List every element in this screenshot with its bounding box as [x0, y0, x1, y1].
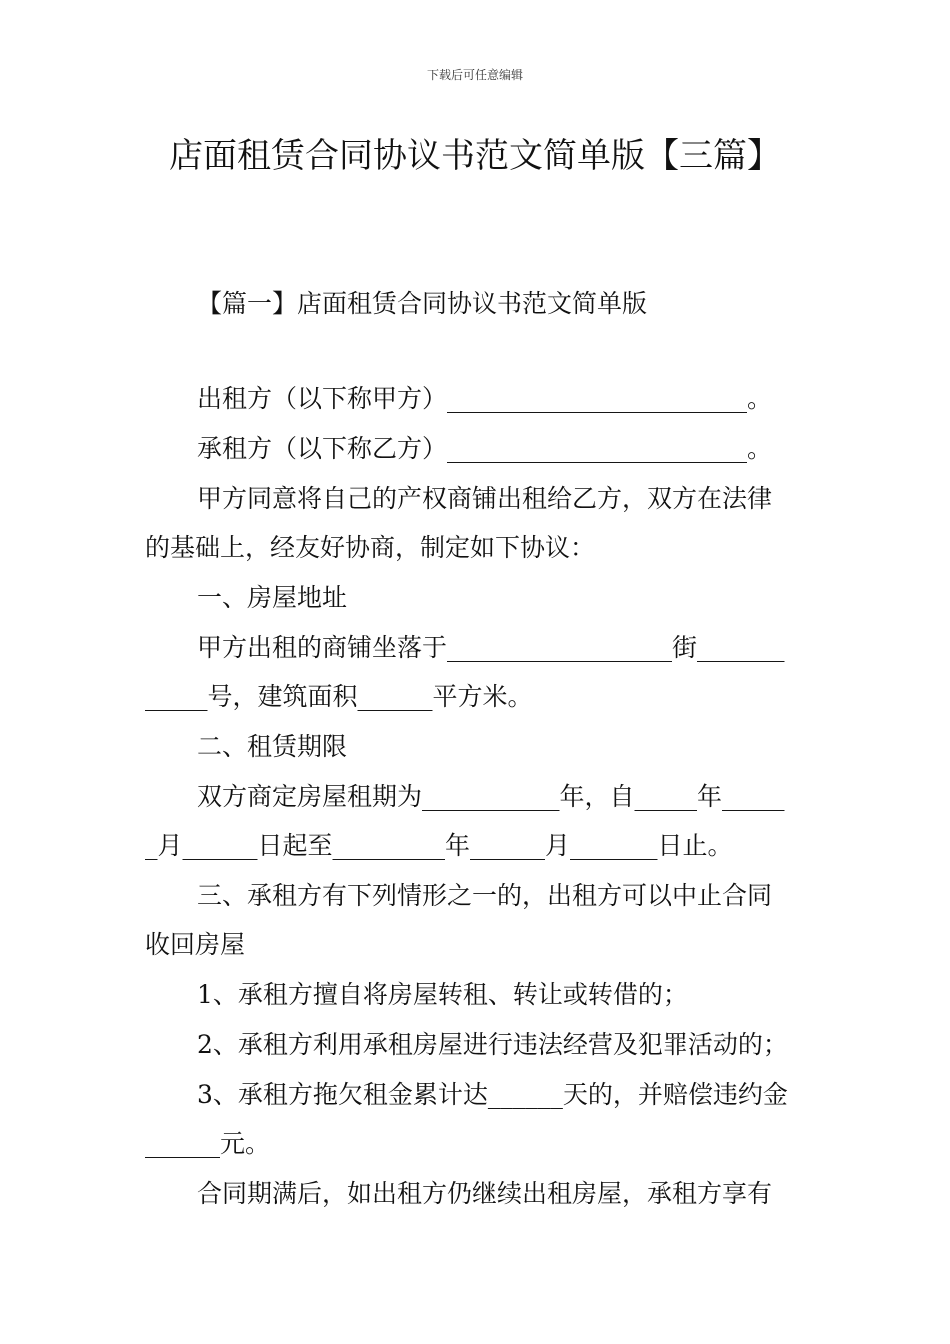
paragraph-line: 二、租赁期限: [197, 732, 348, 761]
section-heading: 【篇一】店面租赁合同协议书范文简单版: [197, 289, 648, 318]
document-title: 店面租赁合同协议书范文简单版【三篇】: [169, 136, 781, 176]
paragraph-line: ______元。: [145, 1129, 271, 1158]
paragraph-line: 甲方同意将自己的产权商铺出租给乙方，双方在法律: [197, 484, 773, 513]
paragraph-line: 3、承租方拖欠租金累计达______天的，并赔偿违约金: [197, 1080, 788, 1109]
paragraph-line: 一、房屋地址: [197, 583, 348, 612]
paragraph-line: 出租方（以下称甲方）________________________。: [197, 384, 773, 413]
paragraph-line: _____号，建筑面积______平方米。: [145, 682, 533, 711]
paragraph-line: 承租方（以下称乙方）________________________。: [197, 434, 773, 463]
paragraph-line: 甲方出租的商铺坐落于__________________街_______: [197, 633, 785, 662]
paragraph-line: 的基础上，经友好协商，制定如下协议：: [145, 533, 596, 562]
paragraph-line: 三、承租方有下列情形之一的，出租方可以中止合同: [197, 881, 773, 910]
paragraph-line: _月______日起至_________年______月_______日止。: [145, 831, 733, 860]
page-header: 下载后可任意编辑: [426, 68, 523, 82]
paragraph-line: 2、承租方利用承租房屋进行违法经营及犯罪活动的；: [197, 1030, 788, 1059]
paragraph-line: 收回房屋: [145, 930, 246, 959]
paragraph-line: 双方商定房屋租期为___________年，自_____年_____: [197, 782, 785, 811]
paragraph-line: 1、承租方擅自将房屋转租、转让或转借的；: [197, 980, 688, 1009]
paragraph-line: 合同期满后，如出租方仍继续出租房屋，承租方享有: [197, 1179, 773, 1208]
